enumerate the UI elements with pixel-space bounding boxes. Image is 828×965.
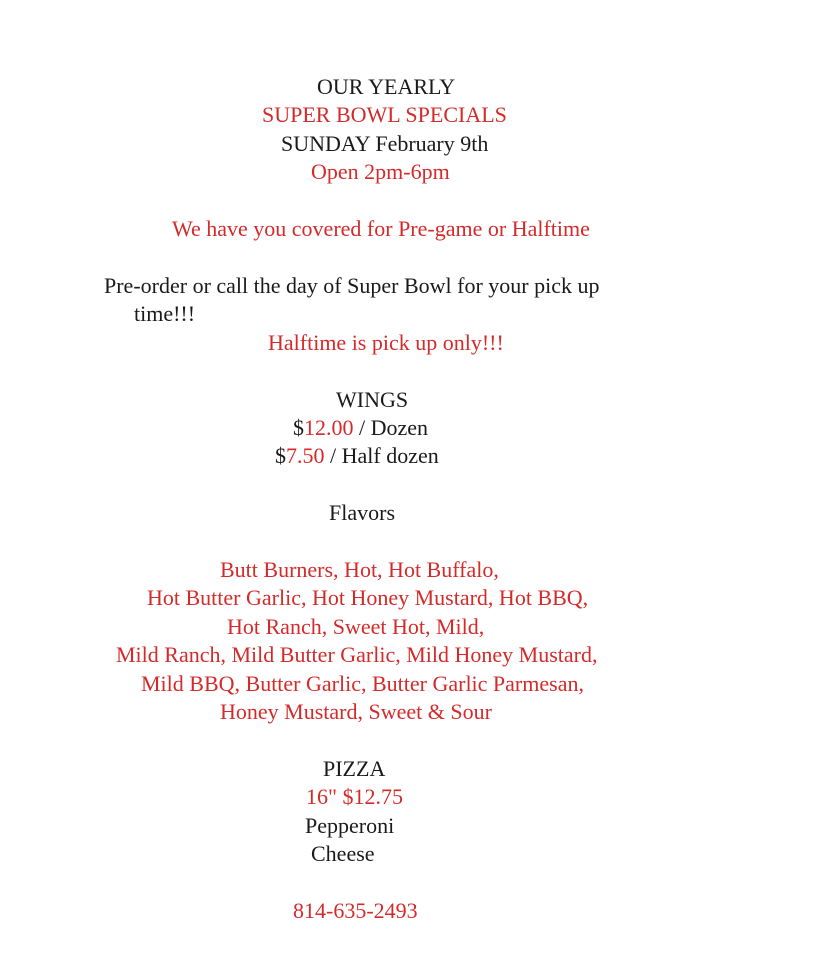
pizza-option-pepperoni: Pepperoni (305, 813, 395, 838)
price-value: 12.00 (304, 415, 354, 440)
coverage-text: We have you covered for Pre-game or Halftime (172, 216, 590, 241)
flavor-line-4: Mild Ranch, Mild Butter Garlic, Mild Honey Mustard, (116, 642, 598, 667)
flavor-line-2: Hot Butter Garlic, Hot Honey Mustard, Hot BBQ, (147, 585, 589, 610)
pizza-size-price: 16" $12.75 (306, 784, 403, 809)
price-unit: / Dozen (353, 415, 429, 440)
currency-symbol: $ (293, 415, 304, 440)
wings-dozen-price (293, 414, 428, 442)
pizza-title: PIZZA (323, 756, 386, 781)
wings-title: WINGS (336, 387, 409, 412)
header-line-1: OUR YEARLY (317, 74, 456, 99)
wings-half-price (275, 442, 439, 470)
header-hours: Open 2pm-6pm (311, 159, 450, 184)
flavor-line-3: Hot Ranch, Sweet Hot, Mild, (227, 614, 485, 639)
header-date: SUNDAY February 9th (281, 131, 489, 156)
phone-number: 814-635-2493 (293, 898, 418, 923)
flavor-line-1: Butt Burners, Hot, Hot Buffalo, (220, 557, 499, 582)
preorder-line-2: time!!! (134, 301, 196, 326)
halftime-note: Halftime is pick up only!!! (268, 330, 504, 355)
pizza-option-cheese: Cheese (311, 841, 375, 866)
preorder-line-1: Pre-order or call the day of Super Bowl for your pick up (104, 273, 600, 298)
flavor-line-5: Mild BBQ, Butter Garlic, Butter Garlic Parmesan, (141, 671, 584, 696)
price-unit: / Half dozen (324, 443, 439, 468)
flavor-line-6: Honey Mustard, Sweet & Sour (220, 699, 492, 724)
flavors-title: Flavors (329, 500, 395, 525)
currency-symbol: $ (275, 443, 286, 468)
header-title: SUPER BOWL SPECIALS (262, 102, 507, 127)
price-value: 7.50 (286, 443, 325, 468)
